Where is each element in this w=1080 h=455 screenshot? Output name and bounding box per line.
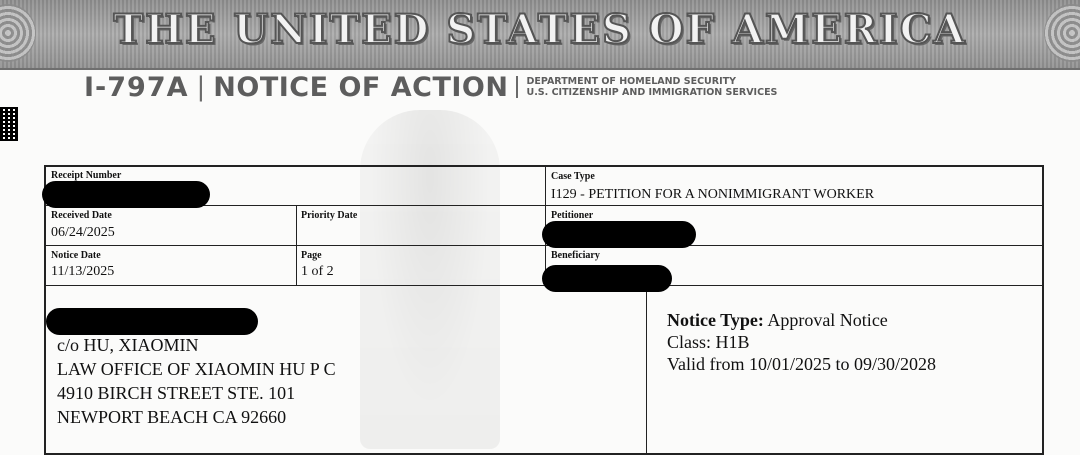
table-rule — [46, 245, 1042, 246]
table-divider — [646, 285, 647, 455]
receipt-number-label: Receipt Number — [51, 170, 122, 181]
priority-date-label: Priority Date — [301, 210, 358, 221]
page-value: 1 of 2 — [301, 264, 334, 279]
form-header — [84, 70, 777, 104]
header-banner — [0, 0, 1080, 70]
notice-type-label: Notice Type: — [667, 310, 764, 330]
received-date-value: 06/24/2025 — [51, 225, 115, 240]
notice-date-value: 11/13/2025 — [51, 264, 115, 279]
address-line-3: 4910 BIRCH STREET STE. 101 — [57, 383, 296, 403]
petitioner-label: Petitioner — [551, 210, 594, 221]
notice-table — [44, 165, 1044, 455]
department-block — [516, 76, 777, 98]
department-line-2: U.S. CITIZENSHIP AND IMMIGRATION SERVICES — [526, 87, 778, 98]
case-type-value: I129 - PETITION FOR A NONIMMIGRANT WORKER — [551, 187, 875, 202]
banner-title: THE UNITED STATES OF AMERICA — [113, 6, 967, 53]
address-line-4: NEWPORT BEACH CA 92660 — [57, 407, 287, 427]
notice-type-line — [667, 309, 936, 331]
recipient-name-redaction — [46, 308, 258, 335]
form-title: NOTICE OF ACTION — [213, 71, 509, 103]
address-line-1: c/o HU, XIAOMIN — [57, 335, 199, 355]
form-id: I-797A — [84, 71, 189, 103]
page-label: Page — [301, 250, 322, 261]
qr-code-icon — [0, 107, 18, 141]
notice-type-value: Approval Notice — [767, 310, 888, 330]
beneficiary-label: Beneficiary — [551, 250, 600, 261]
validity-line: Valid from 10/01/2025 to 09/30/2028 — [667, 354, 936, 374]
address-line-2: LAW OFFICE OF XIAOMIN HU P C — [57, 359, 336, 379]
received-date-label: Received Date — [51, 210, 112, 221]
notice-date-label: Notice Date — [51, 250, 101, 261]
notice-details — [667, 309, 936, 375]
department-line-1: DEPARTMENT OF HOMELAND SECURITY — [526, 76, 736, 87]
table-divider — [296, 205, 297, 285]
mailing-address — [57, 333, 336, 429]
beneficiary-redaction — [542, 265, 672, 292]
case-type-label: Case Type — [551, 171, 595, 182]
receipt-number-redaction — [42, 181, 210, 208]
petitioner-redaction — [542, 221, 696, 248]
class-line: Class: H1B — [667, 332, 750, 352]
form-separator: | — [196, 72, 206, 102]
